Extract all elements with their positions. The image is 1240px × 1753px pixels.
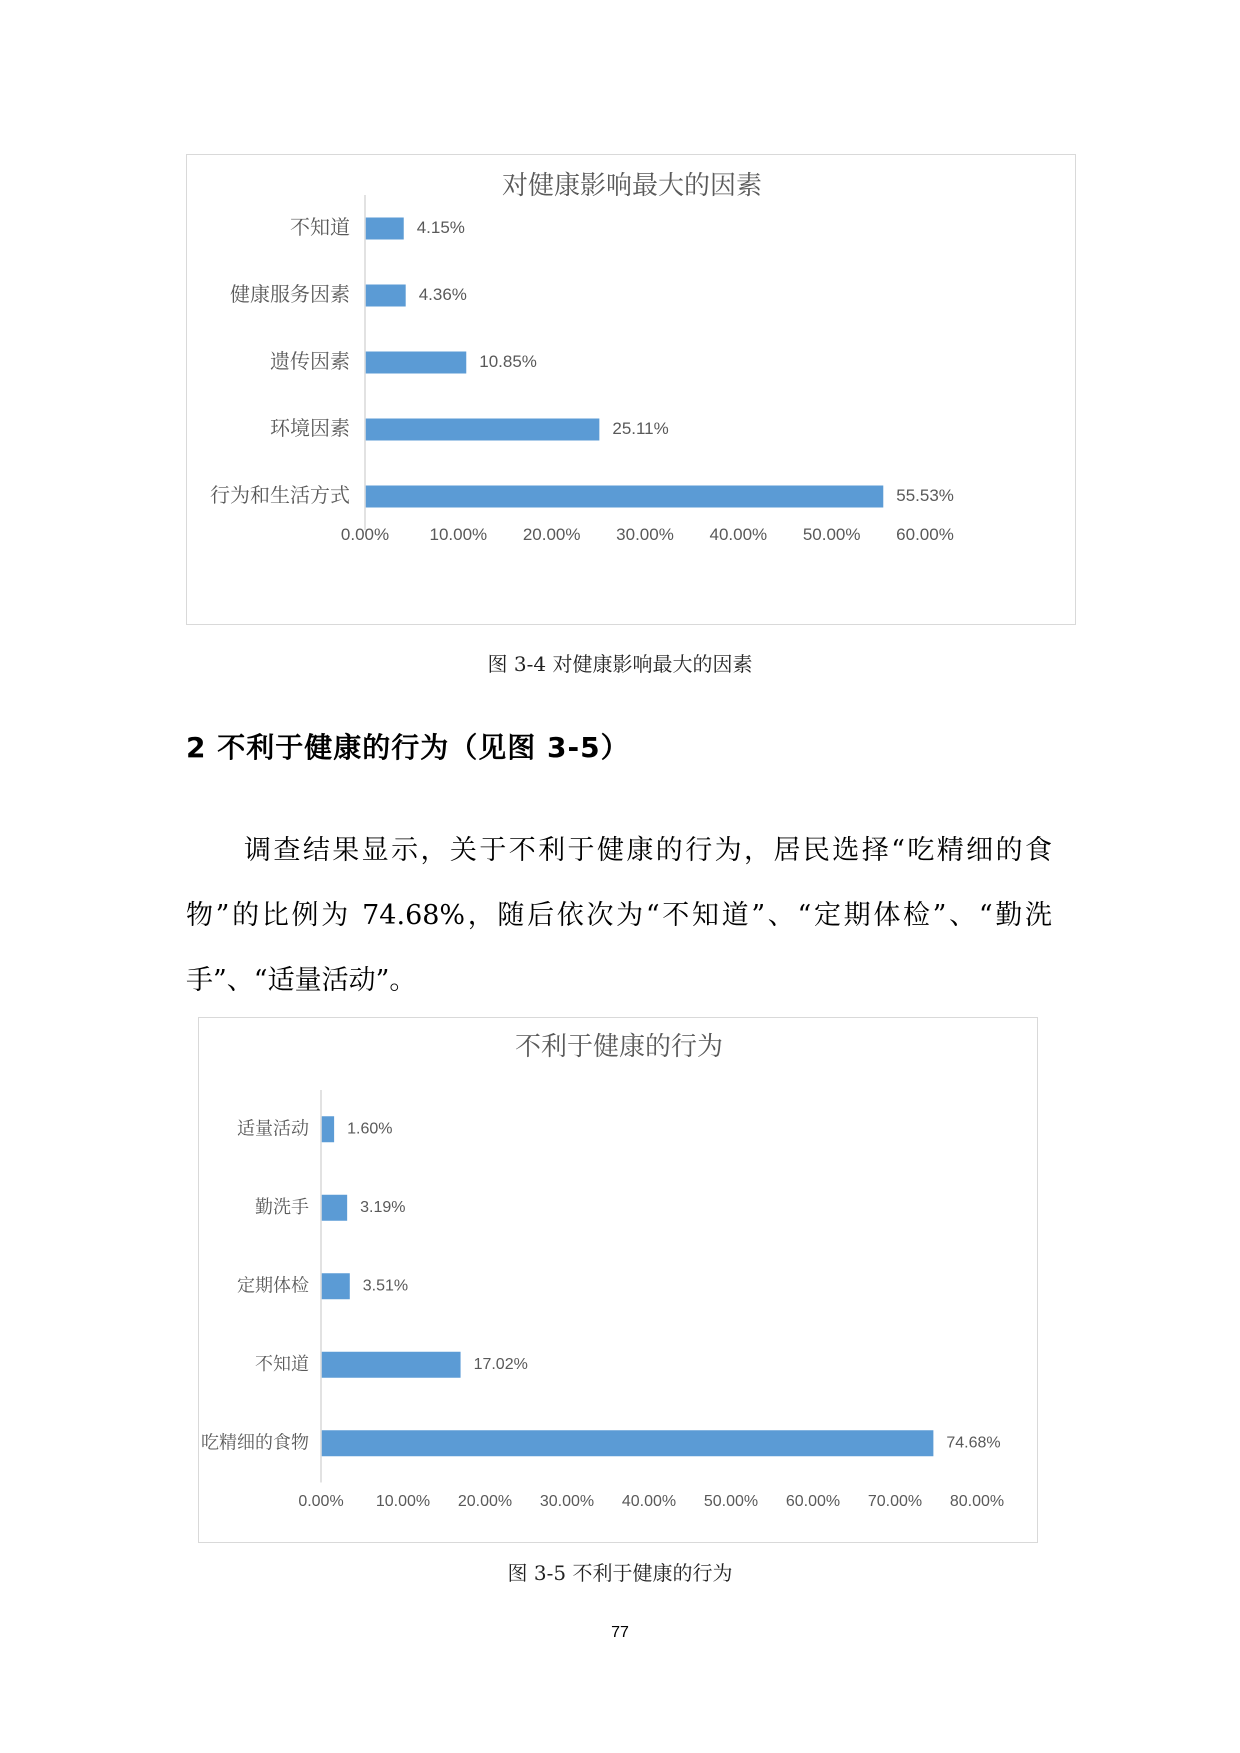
factor-bar <box>366 352 467 374</box>
factor-bar <box>366 285 406 307</box>
data-label: 3.51% <box>362 1277 409 1295</box>
x-tick-label: 40.00% <box>709 525 768 544</box>
data-label: 3.19% <box>360 1198 406 1216</box>
data-label: 74.68% <box>946 1434 1001 1452</box>
chart-title: 对健康影响最大的因素 <box>501 171 763 201</box>
category-label: 健康服务因素 <box>230 282 350 306</box>
data-label: 4.15% <box>416 217 465 237</box>
factor-bar <box>366 486 884 508</box>
figure-caption-3-4: 图 3-4 对健康影响最大的因素 <box>487 652 753 676</box>
page-number: 77 <box>611 1624 629 1641</box>
x-tick-label: 60.00% <box>896 525 954 544</box>
x-tick-label: 60.00% <box>785 1493 841 1510</box>
figure-caption-3-5: 图 3-5 不利于健康的行为 <box>507 1561 733 1585</box>
chart-health-factors-svg <box>187 155 1075 624</box>
x-tick-label: 10.00% <box>375 1493 431 1510</box>
x-tick-label: 20.00% <box>522 525 581 544</box>
data-label: 55.53% <box>896 485 954 505</box>
factor-bar <box>366 419 600 441</box>
data-label: 17.02% <box>473 1355 528 1373</box>
chart-title: 不利于健康的行为 <box>514 1032 724 1062</box>
data-label: 10.85% <box>479 351 537 371</box>
data-label: 4.36% <box>418 284 467 304</box>
x-tick-label: 20.00% <box>457 1493 513 1510</box>
factor-bar <box>366 218 404 240</box>
category-label: 不知道 <box>255 1353 309 1375</box>
behavior-bar <box>322 1273 350 1299</box>
body-paragraph: 调查结果显示，关于不利于健康的行为，居民选择“吃精细的食物”的比例为 74.68%，随后依次为“不知道”、“定期体检”、“勤洗手”、“适量活动”。 <box>186 835 1052 996</box>
x-tick-label: 50.00% <box>802 525 861 544</box>
x-tick-label: 30.00% <box>539 1493 595 1510</box>
category-label: 适量活动 <box>237 1118 309 1140</box>
chart-unhealthy-behaviors <box>198 1017 1038 1543</box>
x-tick-label: 80.00% <box>949 1493 1005 1510</box>
behavior-bar <box>322 1430 934 1456</box>
data-label: 1.60% <box>347 1120 393 1138</box>
x-tick-label: 0.00% <box>298 1493 344 1510</box>
category-label: 不知道 <box>290 215 350 239</box>
category-label: 遗传因素 <box>270 349 350 373</box>
x-tick-label: 40.00% <box>621 1493 677 1510</box>
category-label: 环境因素 <box>270 416 350 440</box>
x-tick-label: 30.00% <box>616 525 674 544</box>
category-label: 行为和生活方式 <box>210 483 350 507</box>
chart-health-factors <box>186 154 1076 625</box>
section-heading: 2 不利于健康的行为（见图 3-5） <box>186 731 630 764</box>
behavior-bar <box>322 1116 334 1142</box>
category-label: 吃精细的食物 <box>201 1432 309 1454</box>
x-tick-label: 0.00% <box>340 525 390 544</box>
category-label: 勤洗手 <box>255 1196 309 1218</box>
behavior-bar <box>322 1195 347 1221</box>
chart-unhealthy-behaviors-svg <box>199 1018 1037 1542</box>
x-tick-label: 50.00% <box>703 1493 759 1510</box>
x-tick-label: 70.00% <box>867 1493 923 1510</box>
x-tick-label: 10.00% <box>429 525 488 544</box>
behavior-bar <box>322 1352 461 1378</box>
data-label: 25.11% <box>612 418 669 438</box>
category-label: 定期体检 <box>237 1275 309 1297</box>
